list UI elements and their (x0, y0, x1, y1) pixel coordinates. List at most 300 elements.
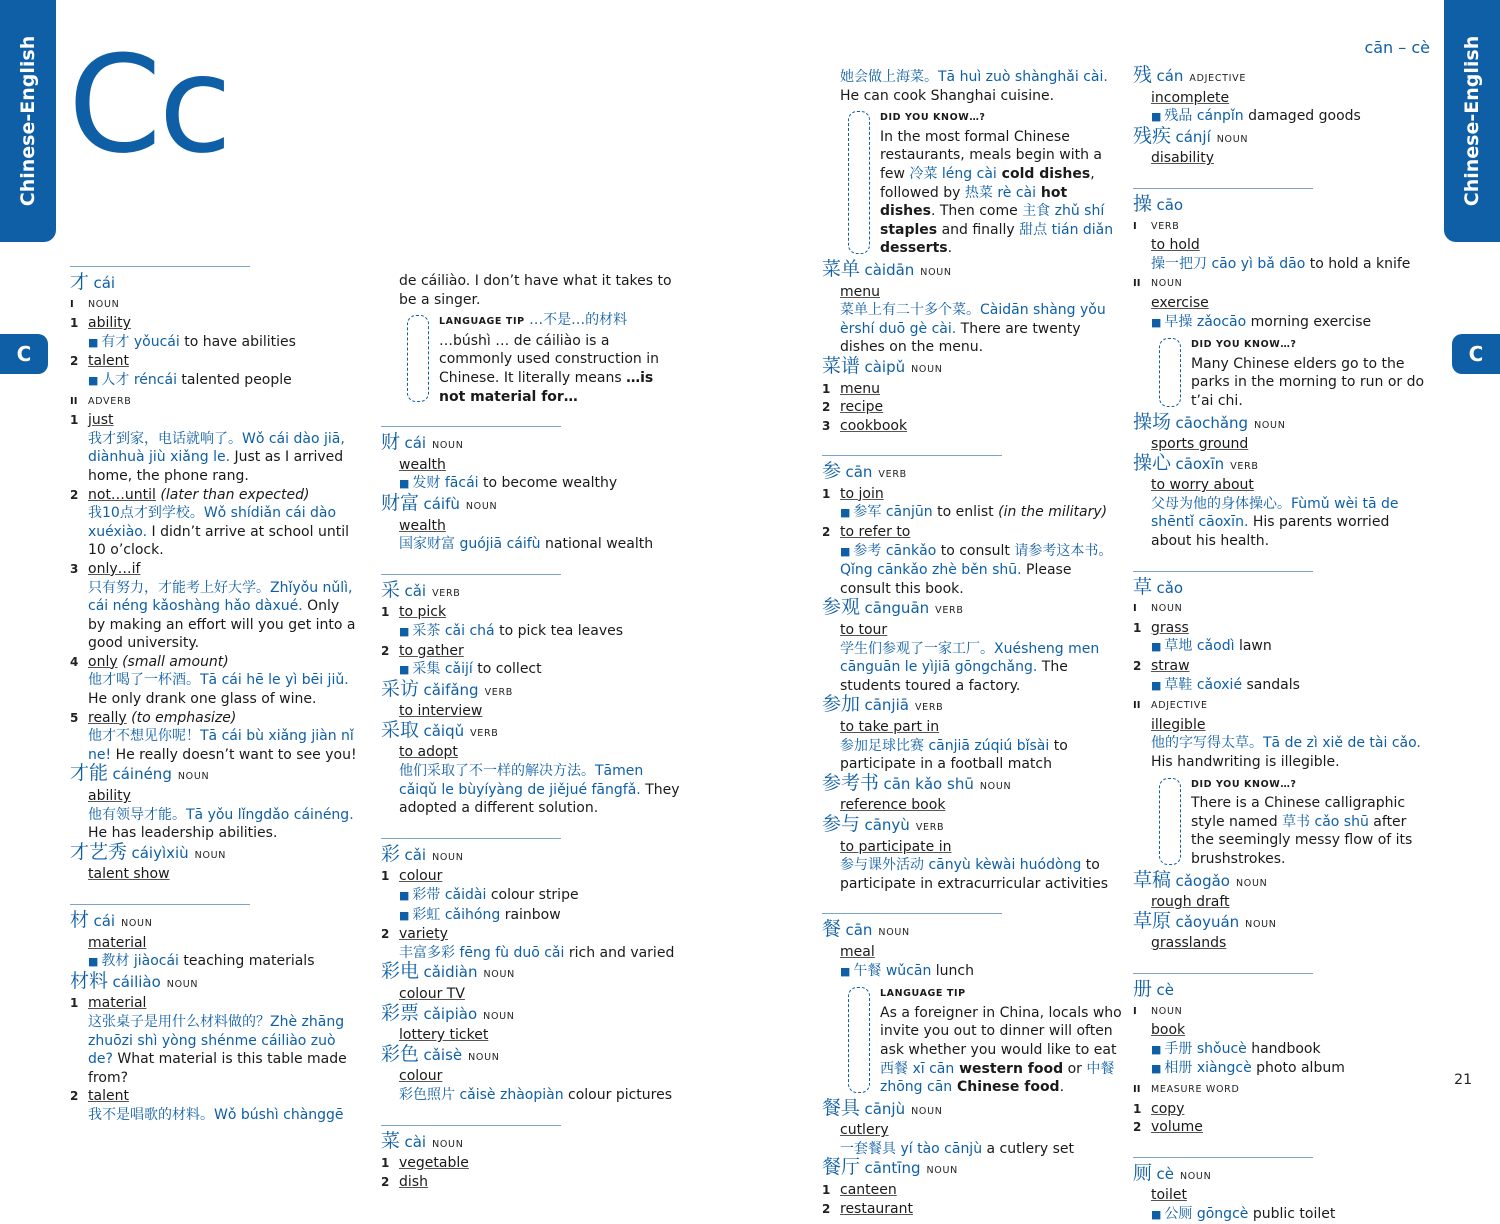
example (822, 737, 1122, 774)
sense-group-number: I (1133, 220, 1137, 232)
example-english: There are twenty dishes on the menu. (840, 320, 1081, 356)
example-chinese: 这张桌子是用什么材料做的？ (88, 1013, 270, 1030)
translation: not…until (88, 486, 156, 503)
headword-pinyin: cāo (1156, 195, 1184, 214)
compound-chinese: 发财 (412, 475, 441, 492)
translation-line (381, 517, 681, 536)
headword-pinyin: cán (1156, 67, 1184, 85)
headword-pinyin: càipǔ (864, 357, 906, 376)
part-of-speech: NOUN (911, 363, 943, 375)
compound-pinyin: cǎidài (444, 887, 487, 904)
example-english: Just as I arrived home, the phone rang. (88, 449, 344, 484)
compound-pinyin: fācái (444, 475, 479, 492)
side-tab-right (1444, 0, 1500, 242)
translation: talent (88, 1088, 129, 1105)
part-of-speech: NOUN (878, 927, 910, 939)
compound-chinese: 人才 (101, 371, 130, 388)
info-box-title: DID YOU KNOW…? (880, 112, 986, 124)
headword-pinyin: cānjiā (864, 696, 909, 715)
headword-chinese: 材 (70, 909, 90, 931)
compound-pinyin: wǔcān (885, 962, 932, 979)
compound (1133, 107, 1433, 127)
translation: meal (840, 943, 875, 960)
bullet-square-icon: ■ (88, 335, 99, 349)
bullet-square-icon: ■ (1151, 315, 1162, 329)
headword (1133, 977, 1433, 1001)
headword-pinyin: cǎisè (423, 1045, 463, 1064)
sense-group-number: II (1133, 278, 1141, 290)
sense-number: 2 (822, 400, 831, 415)
sense (70, 486, 360, 505)
compound-chinese: 早操 (1164, 313, 1193, 330)
part-of-speech: NOUN (1235, 877, 1268, 889)
sense-number: 1 (1133, 1101, 1142, 1116)
headword (381, 1001, 681, 1027)
translation-line (1133, 476, 1433, 495)
translation-line (1133, 435, 1433, 454)
translation: volume (1151, 1119, 1203, 1136)
bullet-square-icon: ■ (88, 955, 99, 969)
translation-line (822, 943, 1122, 962)
entry-separator (1133, 571, 1313, 572)
part-of-speech: NOUN (468, 1051, 500, 1063)
translation: cookbook (840, 417, 908, 434)
compound-pinyin: shǒucè (1196, 1040, 1247, 1057)
compound-pinyin: xiàngcè (1196, 1060, 1252, 1077)
headword-pinyin: cǎi (404, 581, 427, 600)
info-box-text: 西餐 xī cān (880, 1060, 955, 1077)
compound-english: lawn (1238, 638, 1272, 655)
sense (70, 653, 360, 672)
headword-pinyin: cáiyìxiù (131, 843, 189, 862)
example-english: a cutlery set (986, 1140, 1075, 1157)
sense-number: 2 (822, 1201, 831, 1216)
info-box (381, 311, 681, 406)
sense-group (1133, 695, 1433, 716)
translation: disability (1151, 150, 1214, 167)
sense-number: 1 (381, 1156, 390, 1171)
page-number: 21 (1454, 1072, 1472, 1088)
headword-chinese: 菜 (381, 1129, 401, 1152)
headword-chinese: 菜谱 (822, 354, 861, 377)
headword (822, 257, 1122, 283)
compound-pinyin: cǎihóng (444, 906, 501, 923)
sense-number: 2 (1133, 659, 1142, 674)
sense (1133, 1118, 1433, 1137)
headword-chinese: 餐具 (822, 1096, 861, 1119)
info-box-text: 热菜 rè cài (964, 184, 1037, 201)
example-chinese: 他才不想见你呢！ (88, 728, 200, 745)
example (70, 430, 360, 486)
translation-line (381, 743, 681, 762)
translation: vegetable (399, 1155, 469, 1172)
translation: reference book (840, 797, 946, 814)
part-of-speech: NOUN (432, 851, 464, 863)
translation: to hold (1151, 237, 1200, 254)
section-letter: Cc (68, 27, 230, 183)
sense (1133, 619, 1433, 638)
part-of-speech: NOUN (1216, 133, 1249, 145)
info-box-text: , followed by (880, 165, 1095, 201)
example-english: national wealth (545, 536, 654, 553)
example (70, 727, 360, 764)
translation-line (381, 1067, 681, 1086)
headword-pinyin: cáifù (423, 494, 460, 513)
bullet-square-icon: ■ (1151, 640, 1162, 654)
info-box-text: western food (954, 1060, 1064, 1077)
translation: sports ground (1151, 436, 1249, 453)
part-of-speech: NOUN (194, 849, 227, 861)
compound-chinese: 彩带 (412, 887, 441, 904)
translation: wealth (399, 456, 446, 473)
sense (381, 1154, 681, 1173)
example-chinese: 参加足球比赛 (840, 737, 924, 754)
headword-pinyin: cǎipiào (423, 1004, 478, 1023)
headword-chinese: 财富 (381, 491, 420, 514)
headword-chinese: 草稿 (1133, 868, 1172, 891)
sense (381, 603, 681, 622)
headword-chinese: 残 (1133, 64, 1153, 86)
example-pinyin: Zhè zhāng zhuōzi shì yòng shénme cáiliào zuò de? (88, 1013, 345, 1068)
headword (381, 433, 681, 456)
example (381, 535, 681, 554)
headword-pinyin: cāntīng (864, 1159, 921, 1178)
headword-pinyin: cáinéng (112, 765, 172, 784)
sense-number: 1 (822, 486, 831, 501)
example-english: He can cook Shanghai cuisine. (840, 87, 1055, 104)
translation-line (822, 718, 1122, 737)
example-pinyin: fēng fù duō cǎi (459, 944, 565, 961)
sense-number: 1 (822, 1183, 831, 1198)
translation: restaurant (840, 1200, 913, 1217)
example-pinyin: cǎisè zhàopiàn (459, 1086, 564, 1103)
info-box-text: desserts (880, 240, 948, 257)
sense (70, 411, 360, 430)
translation: material (88, 934, 147, 951)
sense-number: 1 (70, 996, 79, 1011)
example (70, 1013, 360, 1087)
example-english: to participate in a football match (840, 737, 1068, 773)
headword (1133, 192, 1433, 216)
part-of-speech: NOUN (465, 500, 498, 512)
part-of-speech: NOUN (1151, 1005, 1183, 1017)
translation-line (1133, 1186, 1433, 1205)
headword-chinese: 餐厅 (822, 1156, 861, 1179)
part-of-speech: NOUN (1254, 419, 1286, 431)
example-chinese: 我不是唱歌的材料。 (88, 1106, 214, 1123)
info-box-text: 甜点 tián diǎn (1019, 221, 1114, 238)
bullet-square-icon: ■ (399, 477, 410, 491)
compound-english: to enlist (937, 504, 994, 521)
usage-note: (to emphasize) (131, 709, 237, 726)
headword-chinese: 才 (70, 271, 90, 293)
bullet-square-icon: ■ (1151, 1207, 1162, 1221)
headword-chinese: 参观 (822, 596, 861, 619)
translation-line (381, 456, 681, 475)
side-tab-left (0, 0, 56, 242)
compound-english: sandals (1246, 676, 1300, 693)
headword-chinese: 采访 (381, 677, 420, 700)
info-box-text: hot dishes (880, 184, 1068, 220)
sense (70, 560, 360, 579)
example-pinyin: cānyù kèwài huódòng (928, 857, 1082, 874)
translation-line (381, 702, 681, 721)
headword (1133, 909, 1433, 935)
headword-chinese: 操心 (1133, 451, 1172, 474)
example-chinese: 一套餐具 (840, 1140, 896, 1157)
example-english: to participate in extracurricular activities (840, 857, 1108, 892)
sense-number: 3 (822, 418, 831, 433)
part-of-speech: NOUN (1151, 603, 1183, 615)
example (381, 762, 681, 818)
compound (70, 371, 360, 391)
example-chinese: 她会做上海菜。 (840, 69, 938, 85)
compound (1133, 1059, 1433, 1079)
headword-chinese: 彩色 (381, 1042, 420, 1065)
translation: cutlery (840, 1122, 889, 1139)
example (1133, 495, 1433, 551)
example-pinyin: Càidān shàng yǒu èrshí duō gè cài. (840, 302, 1106, 337)
sense-number: 2 (1133, 1120, 1142, 1135)
translation: ability (88, 788, 131, 805)
compound-english: morning exercise (1250, 313, 1372, 330)
sense-number: 1 (822, 381, 831, 396)
part-of-speech: NOUN (920, 266, 952, 278)
headword (1133, 1161, 1433, 1187)
example (70, 1106, 360, 1125)
example-english: rich and varied (568, 944, 675, 961)
part-of-speech: VERB (484, 686, 513, 698)
compound-english: to pick tea leaves (499, 622, 624, 639)
info-box-text: 中餐 zhōng cān (880, 1060, 1115, 1096)
headword-pinyin: cān (845, 463, 873, 482)
translation: toilet (1151, 1187, 1187, 1204)
translation-line (1133, 716, 1433, 735)
example-pinyin: Qǐng cānkǎo zhè běn shū. (840, 562, 1022, 579)
sense-number: 2 (381, 643, 390, 658)
column-2 (381, 272, 681, 1191)
headword (822, 1096, 1122, 1122)
compound (1133, 676, 1433, 696)
headword-chinese: 采取 (381, 718, 420, 741)
translation: wealth (399, 517, 446, 534)
headword (381, 578, 681, 604)
entry-separator (381, 1125, 561, 1126)
compound (70, 952, 360, 972)
translation: recipe (840, 399, 884, 416)
sense-group (1133, 216, 1433, 237)
example (822, 301, 1122, 357)
compound-chinese: 草鞋 (1164, 676, 1193, 693)
sense (822, 380, 1122, 399)
compound-chinese: 教材 (101, 953, 130, 970)
info-box-text: In the most formal Chinese restaurants, meals begin with a few (880, 128, 1102, 182)
compound-pinyin: cǎijí (444, 661, 473, 678)
translation: to participate in (840, 838, 952, 855)
headword (381, 842, 681, 868)
usage-note: (in the military) (998, 504, 1108, 521)
compound-pinyin: réncái (133, 371, 177, 388)
translation: only…if (88, 560, 141, 577)
translation: exercise (1151, 294, 1209, 311)
sense-number: 1 (381, 869, 390, 884)
sense (822, 417, 1122, 436)
part-of-speech: NOUN (483, 1010, 515, 1022)
translation: menu (840, 283, 880, 300)
sense-group (1133, 273, 1433, 294)
part-of-speech: VERB (470, 727, 499, 739)
example (1133, 255, 1433, 274)
info-box-title: DID YOU KNOW…? (1191, 339, 1297, 351)
compound (1133, 313, 1433, 333)
translation: incomplete (1151, 89, 1230, 106)
info-box (822, 983, 1122, 1097)
bullet-square-icon: ■ (1151, 678, 1162, 692)
translation: to join (840, 485, 884, 502)
headword (381, 1129, 681, 1155)
example-chinese: 他的字写得太草。 (1151, 735, 1263, 752)
sense (822, 523, 1122, 542)
compound-pinyin: cǎi chá (444, 622, 495, 639)
compound-english: to have abilities (184, 333, 296, 350)
example-chinese: 我才到家，电话就响了。 (88, 430, 242, 447)
part-of-speech: VERB (915, 821, 945, 833)
part-of-speech: NOUN (483, 969, 515, 981)
example-chinese: 国家财富 (399, 536, 455, 553)
example-english: colour pictures (568, 1086, 673, 1103)
headword-chinese: 彩 (381, 842, 401, 865)
compound-english: damaged goods (1248, 108, 1361, 125)
headword-chinese: 残疾 (1133, 124, 1172, 147)
headword-chinese: 餐 (822, 918, 842, 941)
part-of-speech: NOUN (979, 780, 1012, 792)
translation-line (1133, 1021, 1433, 1040)
part-of-speech: ADVERB (88, 395, 132, 407)
info-box-text: …búshì … de cáiliào is a commonly used construction in Chinese. It literally means (439, 332, 659, 386)
entry-separator (822, 913, 1002, 914)
example-english: His handwriting is illegible. (1151, 754, 1340, 770)
headword-chinese: 菜单 (822, 257, 861, 280)
translation-line (822, 283, 1122, 302)
compound (70, 333, 360, 353)
example (70, 579, 360, 653)
part-of-speech: ADJECTIVE (1151, 700, 1208, 712)
example-english: He really doesn’t want to see you! (115, 746, 357, 763)
headword-pinyin: cān kǎo shū (883, 774, 974, 793)
info-box-text: cold dishes (996, 165, 1091, 182)
headword-chinese: 参与 (822, 812, 861, 835)
headword-pinyin: cáiliào (112, 972, 161, 991)
compound-chinese: 午餐 (853, 962, 882, 979)
example (1133, 734, 1433, 771)
example-pinyin: Wǒ búshì chànggē (214, 1106, 344, 1123)
part-of-speech: VERB (878, 469, 907, 481)
compound (381, 660, 681, 680)
info-box-text: 主食 zhǔ shí (1022, 203, 1105, 220)
example (822, 1140, 1122, 1159)
translation-line (70, 787, 360, 806)
headword-pinyin: cǎogǎo (1175, 871, 1230, 890)
sense (381, 1173, 681, 1192)
translation: only (88, 653, 118, 670)
translation-line (822, 1121, 1122, 1140)
translation: to refer to (840, 524, 911, 541)
sense-number: 1 (1133, 620, 1142, 635)
info-box-text: . (947, 240, 953, 257)
example-chinese: 我10点才到学校。 (88, 505, 204, 522)
part-of-speech: VERB (914, 702, 944, 714)
example-english: What material is this table made from? (88, 1051, 347, 1086)
translation: grasslands (1151, 935, 1227, 952)
example-chinese: 请参考这本书。 (1014, 542, 1113, 559)
headword-chinese: 采 (381, 578, 401, 601)
headword-pinyin: cánjí (1175, 127, 1211, 146)
example-chinese: 参与课外活动 (840, 857, 924, 874)
compound-chinese: 采茶 (412, 622, 441, 639)
entry-separator (1133, 973, 1313, 974)
info-box-text: or (1063, 1060, 1087, 1077)
example-pinyin: Xuésheng men cānguān le yìjiā gōngchǎng. (840, 640, 1100, 676)
part-of-speech: VERB (1230, 460, 1259, 472)
headword-chinese: 才能 (70, 762, 109, 785)
part-of-speech: NOUN (1151, 278, 1183, 290)
compound-pinyin: zǎocāo (1196, 313, 1247, 330)
headword (1133, 410, 1433, 436)
compound-english: colour stripe (490, 887, 579, 904)
info-box-text: Many Chinese elders go to the parks in the morning to run or do t’ai chi. (1191, 355, 1425, 409)
bullet-square-icon: ■ (399, 908, 410, 922)
translation: to pick (399, 604, 447, 621)
headword-pinyin: cānjù (864, 1099, 906, 1118)
sense-group (70, 294, 360, 315)
example-pinyin: cānjiā zúqiú bǐsài (928, 737, 1050, 754)
info-box-text: Chinese food (952, 1079, 1060, 1096)
headword-pinyin: cānyù (864, 815, 910, 834)
example-pinyin: cāo yì bǎ dāo (1211, 255, 1306, 272)
example-pinyin: Tā de zì xiě de tài cǎo. (1263, 735, 1421, 752)
compound-english: to collect (477, 661, 542, 678)
bullet-square-icon: ■ (1151, 1042, 1162, 1056)
sense (822, 485, 1122, 504)
entry-separator (822, 455, 1002, 456)
translation: to take part in (840, 719, 940, 735)
sense (70, 314, 360, 333)
sense (1133, 657, 1433, 676)
translation-line (381, 985, 681, 1004)
sense (70, 994, 360, 1013)
sense-number: 2 (70, 354, 79, 369)
example-pinyin: Zhǐyǒu nǔlì, cái néng kǎoshàng hǎo dàxué. (88, 579, 353, 615)
compound-chinese: 参考 (853, 542, 882, 559)
compound (1133, 1205, 1433, 1224)
headword (1133, 868, 1433, 894)
compound-english: to consult (940, 542, 1010, 559)
column-1 (70, 246, 360, 1125)
compound (822, 503, 1122, 523)
compound-chinese: 残品 (1164, 108, 1193, 125)
translation: to gather (399, 642, 464, 659)
example-english: His parents worried about his health. (1151, 514, 1390, 550)
compound-english: lunch (935, 962, 975, 979)
sense-group (1133, 1079, 1433, 1100)
example-chinese: 父母为他的身体操心。 (1151, 495, 1291, 512)
headword-pinyin: cǎidiàn (423, 963, 478, 982)
headword (822, 462, 1122, 485)
headword (70, 273, 360, 294)
translation-line (822, 796, 1122, 815)
sense-group-number: II (1133, 700, 1141, 712)
info-box-text: after the seemingly messy flow of its brushstrokes. (1191, 813, 1413, 867)
